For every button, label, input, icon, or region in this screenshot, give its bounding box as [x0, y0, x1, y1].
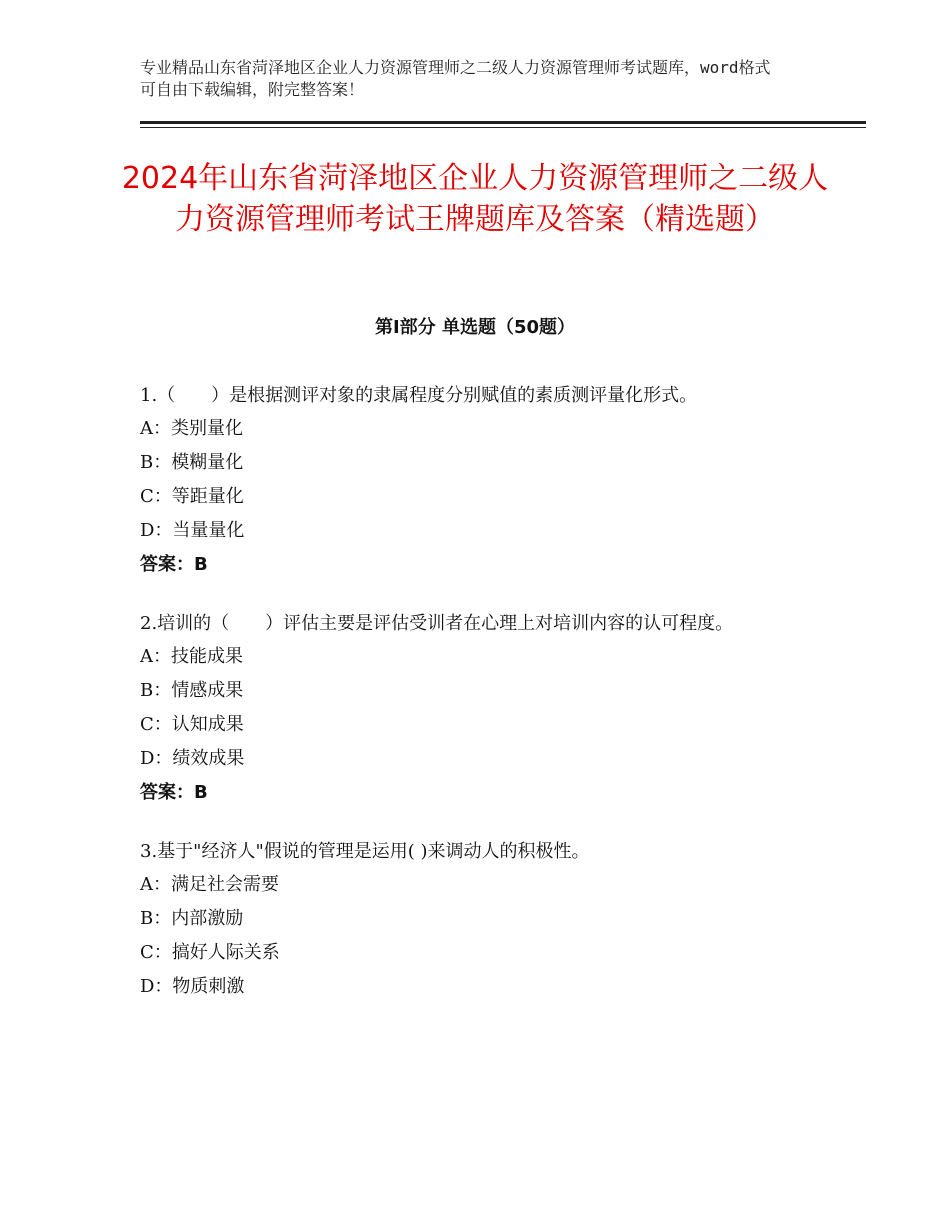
option-a: A：技能成果 [140, 646, 243, 667]
question-2 [140, 608, 800, 810]
question-stem: 3.基于"经济人"假说的管理是运用( )来调动人的积极性。 [140, 841, 590, 862]
header-rule-thin [140, 127, 866, 128]
option-a: A：类别量化 [140, 418, 243, 439]
question-stem: 2.培训的（ ）评估主要是评估受训者在心理上对培训内容的认可程度。 [140, 613, 734, 634]
question-stem: 1.（ ）是根据测评对象的隶属程度分别赋值的素质测评量化形式。 [140, 385, 698, 406]
option-d: D：当量量化 [140, 520, 245, 541]
question-3 [140, 836, 800, 1004]
option-c: C：等距量化 [140, 486, 244, 507]
option-a: A：满足社会需要 [140, 874, 279, 895]
question-list [140, 380, 800, 1030]
option-d: D：绩效成果 [140, 748, 245, 769]
answer: 答案：B [140, 554, 208, 575]
option-b: B：情感成果 [140, 680, 244, 701]
section-title: 第Ⅰ部分 单选题（50题） [374, 317, 575, 338]
header-note: 专业精品山东省菏泽地区企业人力资源管理师之二级人力资源管理师考试题库，word格式可自由下载编辑，附完整答案！ [140, 58, 771, 99]
option-c: C：搞好人际关系 [140, 942, 280, 963]
answer: 答案：B [140, 782, 208, 803]
header-rule-thick [140, 121, 866, 124]
option-d: D：物质刺激 [140, 976, 245, 997]
document-title: 2024年山东省菏泽地区企业人力资源管理师之二级人力资源管理师考试王牌题库及答案（精选题） [121, 161, 829, 237]
option-b: B：内部激励 [140, 908, 244, 929]
option-b: B：模糊量化 [140, 452, 244, 473]
option-c: C：认知成果 [140, 714, 244, 735]
question-1 [140, 380, 800, 582]
